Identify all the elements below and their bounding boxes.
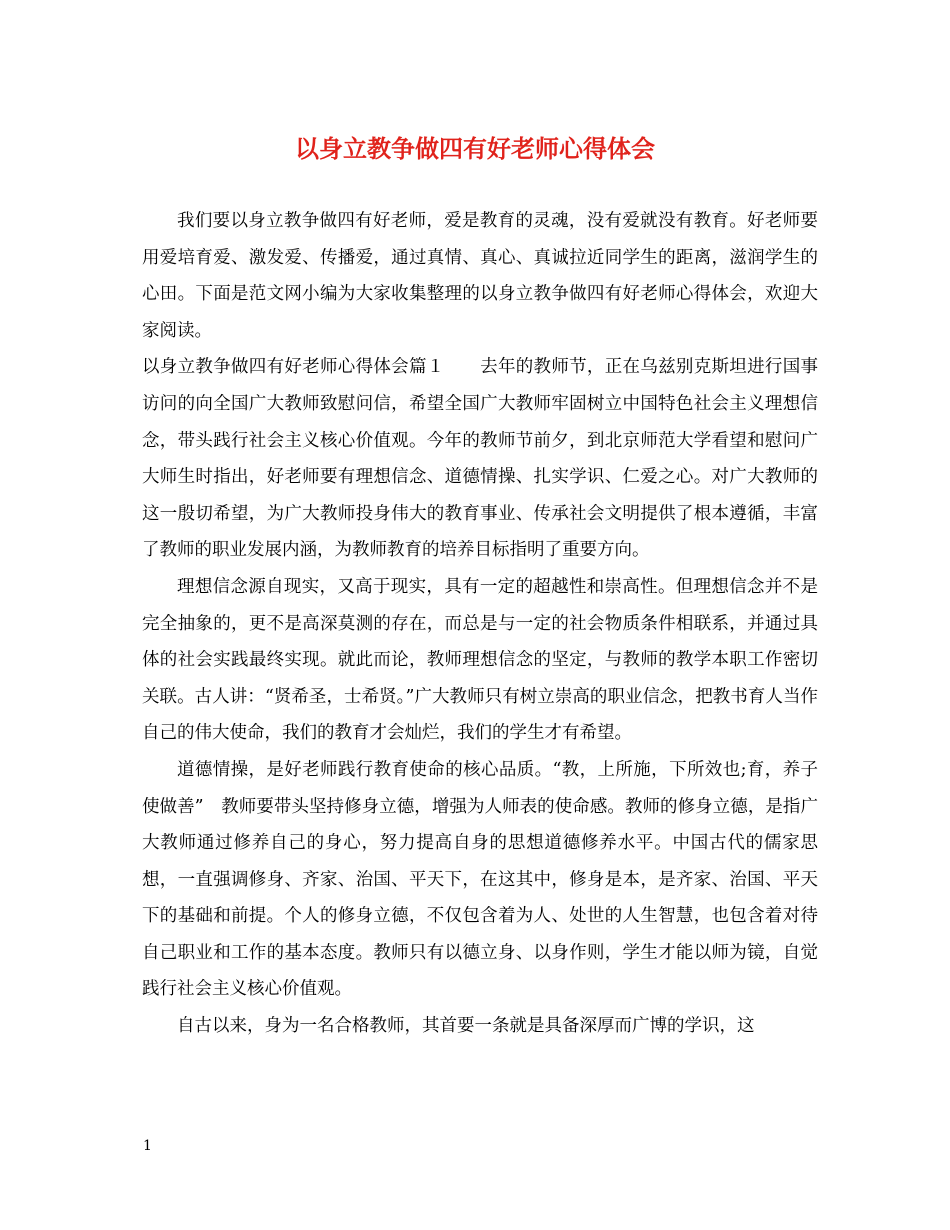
paragraph-knowledge: 自古以来，身为一名合格教师，其首要一条就是具备深厚而广博的学识，这 bbox=[177, 1016, 755, 1037]
paragraph-article-1: 以身立教争做四有好老师心得体会篇１ 去年的教师节，正在乌兹别克斯坦进行国事访问的向全国广大教师致慰问信，希望全国广大教师牢固树立中国特色社会主义理想信念，带头践行社会主义核心价值观。今年的教师节前夕，到北京师范大学看望和慰问广大师生时指出，好老师要有理想信念、道德情操、扎实学识、仁爱之心。对广大教师的这一殷切希望，为广大教师投身伟大的教育事业、传承社会文明提供了根本遵循，丰富了教师的职业发展内涵，为教师教育的培养目标指明了重要方向。 bbox=[142, 357, 818, 561]
paragraph-morality: 道德情操，是好老师践行教育使命的核心品质。“教，上所施，下所效也;育，养子使做善” 教师要带头坚持修身立德，增强为人师表的使命感。教师的修身立德，是指广大教师通过修养自己的身心，努力提高自身的思想道德修养水平。中国古代的儒家思想，一直强调修身、齐家、治国、平天下，在这其中，修身是本，是齐家、治国、平天下的基础和前提。个人的修身立德，不仅包含着为人、处世的人生智慧，也包含着对待自己职业和工作的基本态度。教师只有以德立身、以身作则，学生才能以师为镜，自觉践行社会主义核心价值观。 bbox=[142, 759, 818, 1000]
document-title: 以身立教争做四有好老师心得体会 bbox=[295, 135, 655, 163]
document-body bbox=[142, 203, 818, 1045]
paragraph-ideals: 理想信念源自现实，又高于现实，具有一定的超越性和崇高性。但理想信念并不是完全抽象的，更不是高深莫测的存在，而总是与一定的社会物质条件相联系，并通过具体的社会实践最终实现。就此而论，教师理想信念的坚定，与教师的教学本职工作密切关联。古人讲：“贤希圣，士希贤。”广大教师只有树立崇高的职业信念，把教书育人当作自己的伟大使命，我们的教育才会灿烂，我们的学生才有希望。 bbox=[142, 576, 818, 744]
paragraph-intro: 我们要以身立教争做四有好老师，爱是教育的灵魂，没有爱就没有教育。好老师要用爱培育爱、激发爱、传播爱，通过真情、真心、真诚拉近同学生的距离，滋润学生的心田。下面是范文网小编为大家收集整理的以身立教争做四有好老师心得体会，欢迎大家阅读。 bbox=[142, 211, 818, 341]
page-number: 1 bbox=[143, 1138, 152, 1154]
